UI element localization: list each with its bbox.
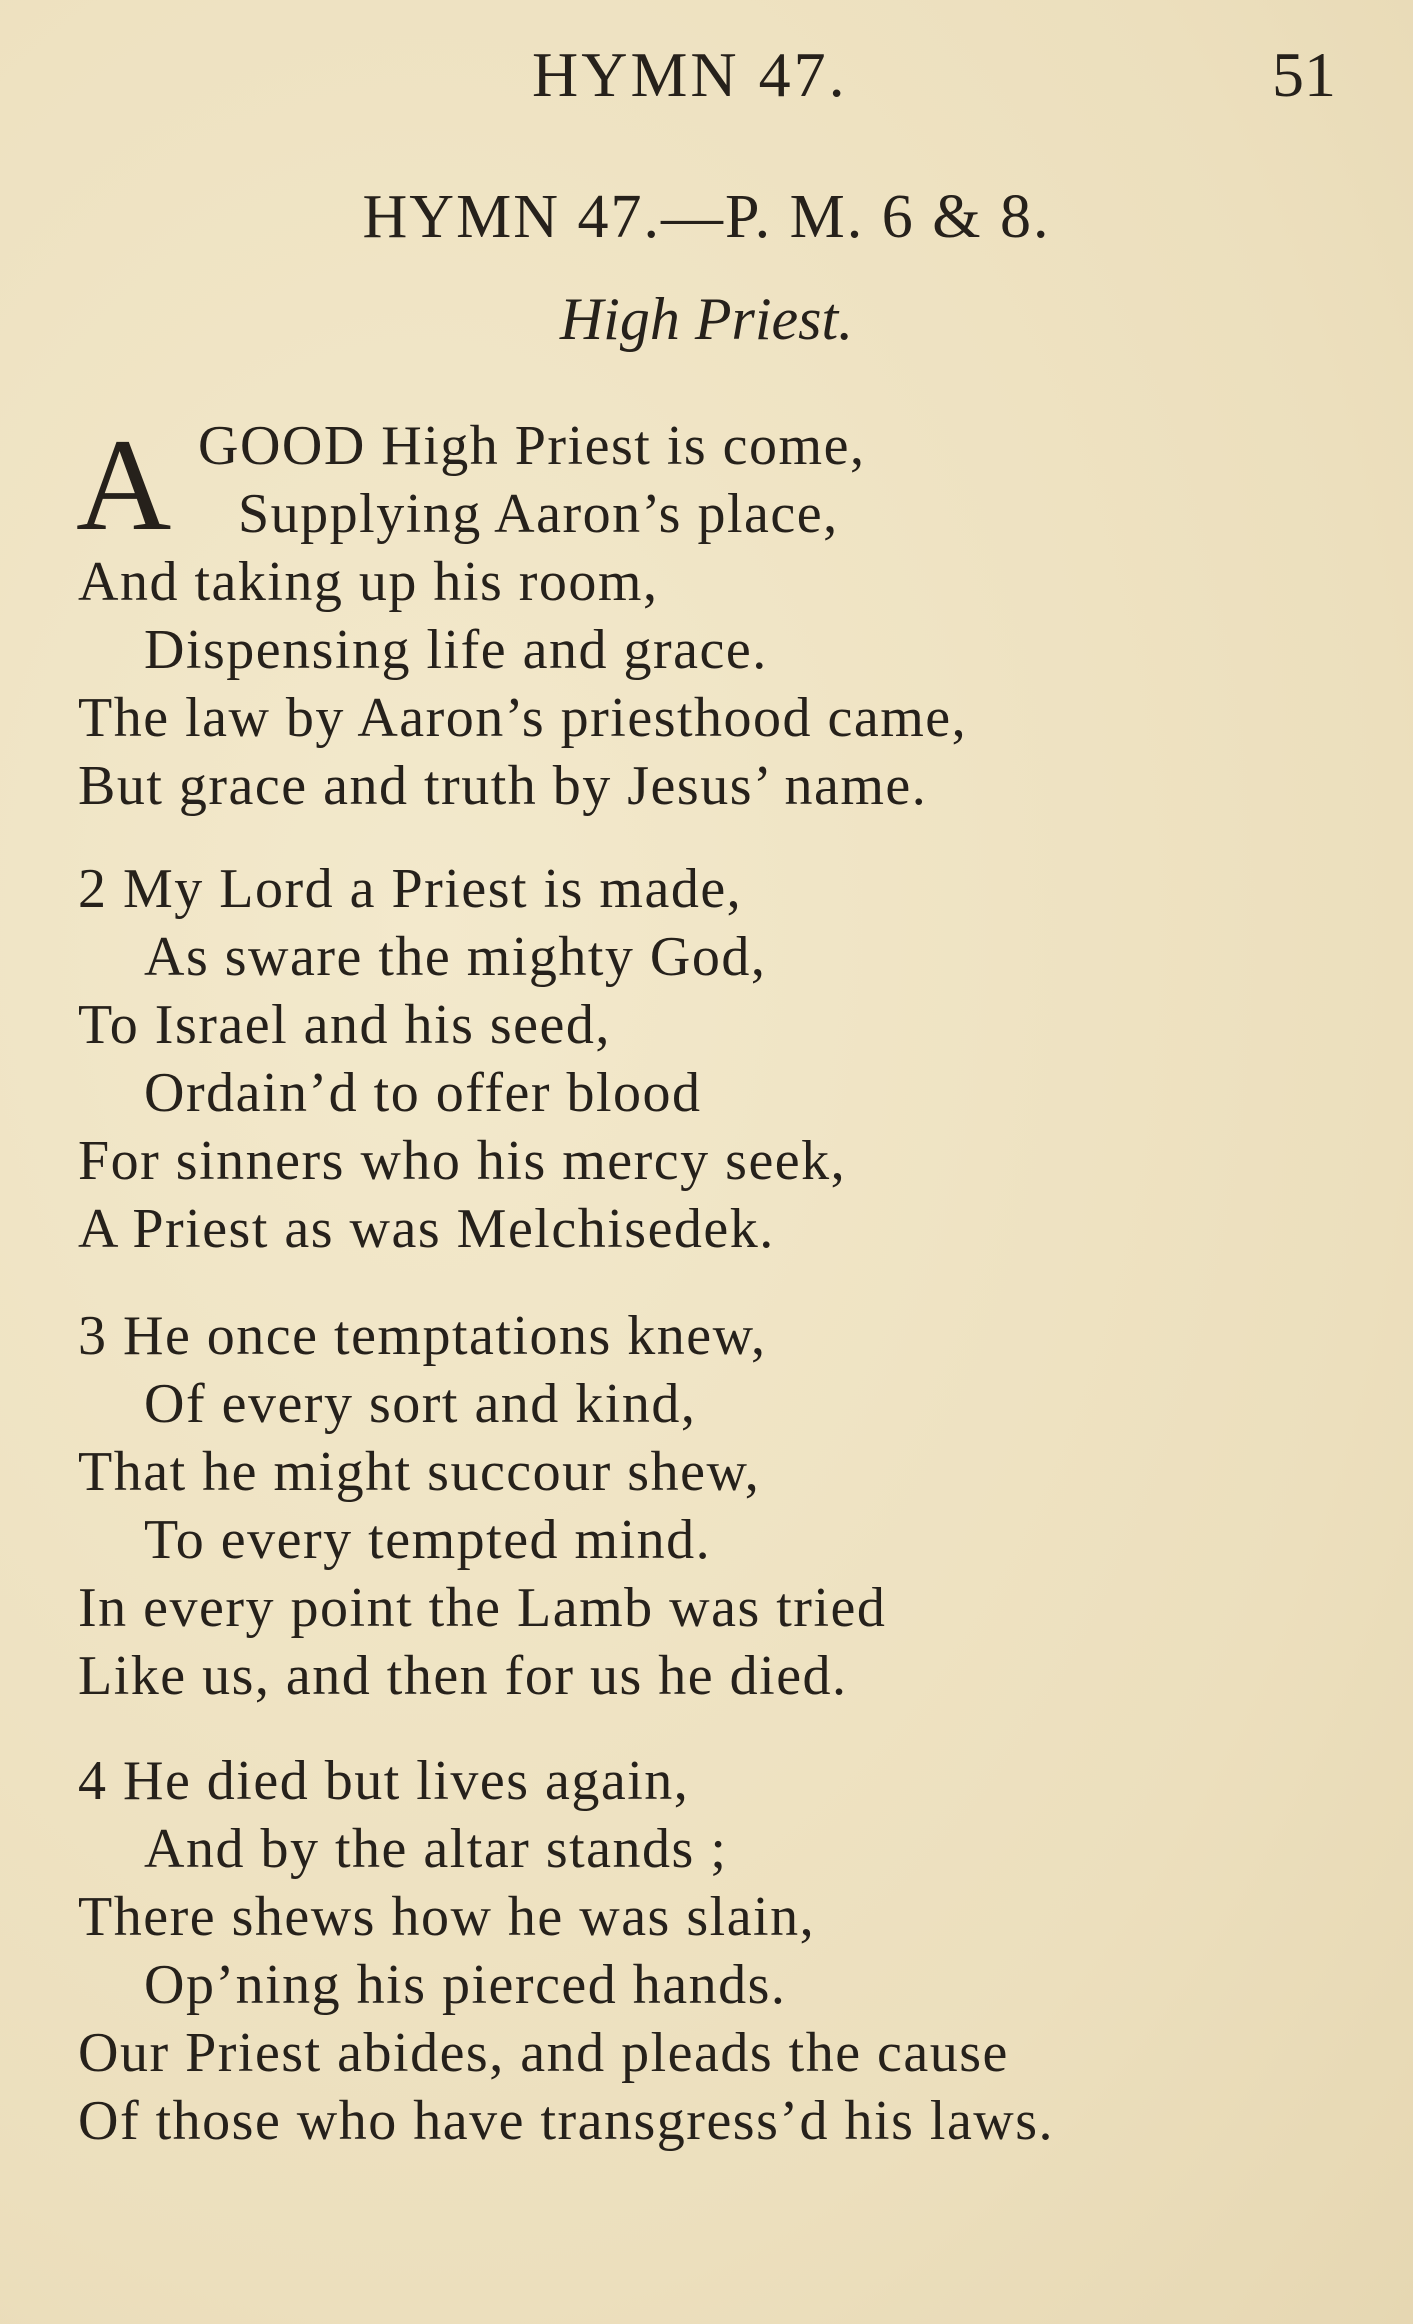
verse-line: But grace and truth by Jesus’ name. [78,755,928,817]
verse-line: For sinners who his mercy seek, [78,1130,847,1192]
drop-cap: A [76,411,173,558]
verse-line: There shews how he was slain, [78,1886,816,1948]
verse-line-text: GOOD High Priest is come, [198,415,866,477]
stanza-4 [78,1747,1338,2155]
hymn-subtitle: High Priest. [559,286,854,352]
verse-line: Of those who have transgress’d his laws. [78,2090,1055,2152]
hymn-heading: HYMN 47.—P. M. 6 & 8. [362,183,1051,251]
running-head [0,38,1413,118]
verse-line: In every point the Lamb was tried [78,1577,887,1639]
verse-line: Dispensing life and grace. [144,619,768,681]
verse-line: The law by Aaron’s priesthood came, [78,687,968,749]
verse-line: As sware the mighty God, [144,926,767,988]
verse-line: Of every sort and kind, [144,1373,697,1435]
verse-line: And by the altar stands ; [144,1818,728,1880]
stanza-2 [78,855,1338,1263]
verse-line: To every tempted mind. [144,1509,712,1571]
verse-line: Op’ning his pierced hands. [144,1954,787,2016]
stanza-3 [78,1302,1338,1710]
verse-line: Our Priest abides, and pleads the cause [78,2022,1009,2084]
verse-line: And taking up his room, [78,551,659,613]
verse-line: That he might succour shew, [78,1441,761,1503]
verse-line: To Israel and his seed, [78,994,611,1056]
verse-line: Supplying Aaron’s place, [238,483,839,545]
running-title: HYMN 47. [532,39,848,110]
verse-line: 2 My Lord a Priest is made, [78,858,743,920]
verse-line: 4 He died but lives again, [78,1750,690,1812]
verse-line: Ordain’d to offer blood [144,1062,702,1124]
verse-line: Like us, and then for us he died. [78,1645,848,1707]
stanza-1 [78,412,1338,820]
verse-line: 3 He once temptations knew, [78,1305,767,1367]
page-number: 51 [1272,39,1336,110]
verse-line: A Priest as was Melchisedek. [78,1198,775,1260]
